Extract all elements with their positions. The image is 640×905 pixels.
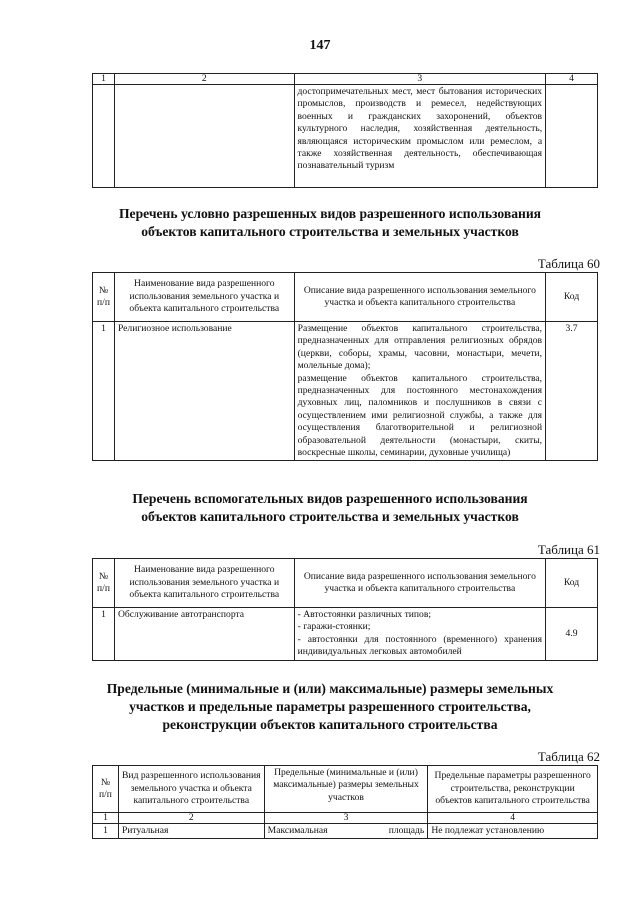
col-number-cell: 2 <box>118 813 264 824</box>
header-kind: Вид разрешенного использования земельного участка и объекта капитального строительства <box>118 766 264 813</box>
header-code: Код <box>546 273 598 322</box>
table-60 <box>92 272 598 461</box>
row-num: 1 <box>93 824 119 839</box>
header-desc: Описание вида разрешенного использования земельного участка и объекта капитального строительства <box>294 273 545 322</box>
desc-line: - автостоянки для постоянного (временного) хранения индивидуальных легковых автомобилей <box>297 633 543 658</box>
section-heading <box>40 205 620 241</box>
section-heading <box>40 680 620 734</box>
page-number: 147 <box>309 38 331 53</box>
col-number-cell: 4 <box>546 74 598 85</box>
row-desc <box>294 608 545 661</box>
col-number-cell: 1 <box>93 813 119 824</box>
table-62 <box>92 765 598 839</box>
row-params: Не подлежат установлению <box>428 824 598 839</box>
empty-cell <box>93 85 115 188</box>
table-label: Таблица 62 <box>537 749 600 764</box>
desc-paragraph: Размещение объектов капитального строительства, предназначенных для отправления религиозных обрядов (церкви, соборы, храмы, часовни, монастыри, мечети, молельные дома); <box>297 323 543 372</box>
heading-line: объектов капитального строительства и земельных участков <box>141 509 519 524</box>
row-code: 4.9 <box>546 608 598 661</box>
row-num: 1 <box>93 608 115 661</box>
desc-line: - гаражи-стоянки; <box>297 621 371 633</box>
table-label: Таблица 61 <box>537 542 600 557</box>
continuation-table <box>92 73 598 188</box>
header-code: Код <box>546 559 598 608</box>
heading-line: участков и предельные параметры разрешенного строительства, <box>129 699 531 714</box>
empty-cell <box>546 85 598 188</box>
row-num: 1 <box>93 322 115 461</box>
header-name: Наименование вида разрешенного использования земельного участка и объекта капитального строительства <box>114 559 294 608</box>
header-sizes: Предельные (минимальные и (или) максимальные) размеры земельных участков <box>264 766 428 813</box>
row-sizes: Максимальная площадь <box>264 824 428 839</box>
col-number-cell: 1 <box>93 74 115 85</box>
header-num: № п/п <box>93 559 115 608</box>
table-61 <box>92 558 598 661</box>
col-number-cell: 4 <box>428 813 598 824</box>
heading-line: Предельные (минимальные и (или) максимальные) размеры земельных <box>106 681 554 696</box>
col-number-cell: 2 <box>114 74 294 85</box>
heading-line: Перечень вспомогательных видов разрешенного использования <box>132 491 528 506</box>
heading-line: объектов капитального строительства и земельных участков <box>141 224 519 239</box>
header-name: Наименование вида разрешенного использования земельного участка и объекта капитального строительства <box>114 273 294 322</box>
empty-cell <box>114 85 294 188</box>
header-desc: Описание вида разрешенного использования земельного участка и объекта капитального строительства <box>294 559 545 608</box>
desc-line: - Автостоянки различных типов; <box>297 609 432 620</box>
row-kind: Ритуальная <box>118 824 264 839</box>
row-name: Обслуживание автотранспорта <box>114 608 294 661</box>
desc-paragraph: размещение объектов капитального строительства, предназначенных для постоянного местонахождения духовных лиц, паломников и послушников в связи с осуществлением ими религиозной службы, а также для осуществления благотворительной и религиозной образовательной деятельности (монастыри, скиты, воскресные школы, семинарии, духовные училища) <box>297 372 543 459</box>
row-code: 3.7 <box>546 322 598 461</box>
row-desc <box>294 322 545 461</box>
row-name: Религиозное использование <box>114 322 294 461</box>
col-number-cell: 3 <box>294 74 546 85</box>
header-num: № п/п <box>93 766 119 813</box>
header-params: Предельные параметры разрешенного строительства, реконструкции объектов капитального строительства <box>428 766 598 813</box>
heading-line: реконструкции объектов капитального строительства <box>162 717 498 732</box>
col-number-cell: 3 <box>264 813 428 824</box>
section-heading <box>40 490 620 526</box>
table-label: Таблица 60 <box>537 256 600 271</box>
description-cell: достопримечательных мест, мест бытования исторических промыслов, производств и ремесел, недействующих военных и гражданских захоронений, объектов культурного наследия, хозяйственная деятельность, являющаяся историческим промыслом или ремеслом, а также хозяйственная деятельность, обеспечивающая познавательный туризм <box>294 85 546 188</box>
heading-line: Перечень условно разрешенных видов разрешенного использования <box>118 206 542 221</box>
header-num: № п/п <box>93 273 115 322</box>
